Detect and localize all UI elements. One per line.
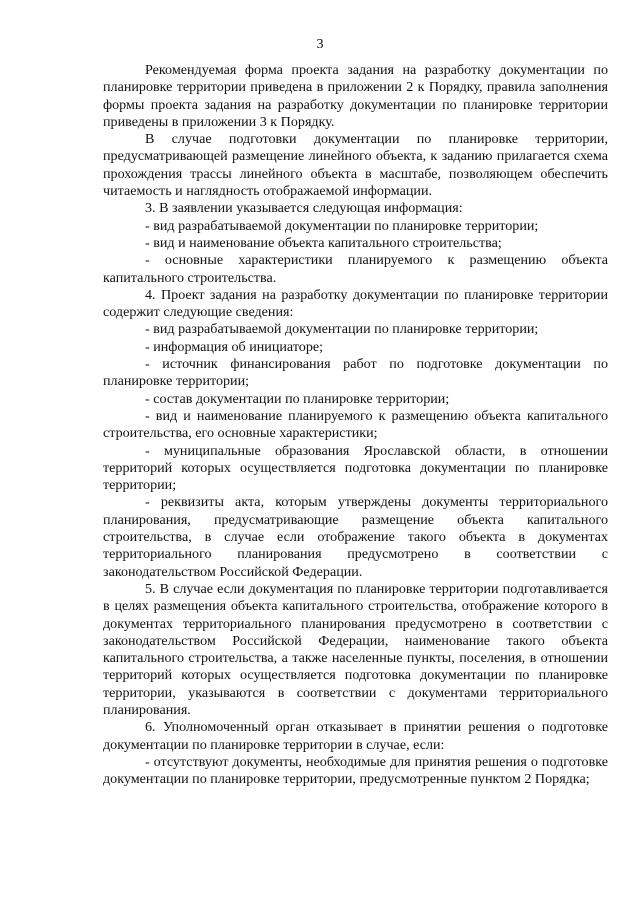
page-number: 3 [316, 36, 324, 52]
paragraph-linear-object-scheme: В случае подготовки документации по планировке территории, предусматривающей размещение линейного объекта, к заданию прилагается схема прохождения трассы линейного объекта в масштабе, позволяющем обеспечить читаемость и наглядность отображаемой информации. [103, 131, 608, 200]
list-item: - информация об инициаторе; [145, 338, 324, 355]
list-item: - реквизиты акта, которым утверждены документы территориального планирования, предусматривающие размещение объекта капитального строительства, в случае если отображение такого объекта в документах территориального планирования предусмотрено в соответствии с законодательством Российской Федерации. [103, 494, 608, 580]
list-item: - муниципальные образования Ярославской области, в отношении территорий которых осуществляется подготовка документации по планировке территории; [103, 442, 608, 494]
paragraph-item-6-heading: 6. Уполномоченный орган отказывает в принятии решения о подготовке документации по планировке территории в случае, если: [103, 719, 608, 753]
list-item: - вид и наименование планируемого к размещению объекта капитального строительства, его основные характеристики; [103, 407, 608, 442]
list-item: - состав документации по планировке территории; [145, 390, 450, 407]
paragraph-item-3-heading: 3. В заявлении указывается следующая информация: [145, 200, 463, 217]
paragraph-item-4-heading: 4. Проект задания на разработку документации по планировке территории содержит следующие сведения: [103, 286, 608, 321]
document-body [103, 62, 608, 788]
list-item: - источник финансирования работ по подготовке документации по планировке территории; [103, 356, 608, 390]
paragraph-form-recommendation: Рекомендуемая форма проекта задания на разработку документации по планировке территории приведена в приложении 2 к Порядку, правила заполнения формы проекта задания на разработку документации по планировке территории приведены в приложении 3 к Порядку. [103, 62, 608, 130]
list-item: - вид разрабатываемой документации по планировке территории; [145, 321, 539, 338]
list-item: - основные характеристики планируемого к размещению объекта капитального строительства. [103, 252, 608, 286]
list-item: - вид разрабатываемой документации по планировке территории; [145, 217, 539, 234]
list-item: - вид и наименование объекта капитального строительства; [145, 234, 502, 251]
list-item: - отсутствуют документы, необходимые для принятия решения о подготовке документации по планировке территории, предусмотренные пунктом 2 Порядка; [103, 753, 608, 788]
paragraph-item-5: 5. В случае если документация по планировке территории подготавливается в целях размещения объекта капитального строительства, отображение которого в документах территориального планирования предусмотрено в соответствии с законодательством Российской Федерации, наименование такого объекта капитального строительства, а также населенные пункты, поселения, в отношении территорий которых осуществляется подготовка документации по планировке территории, указываются в соответствии с документами территориального планирования. [103, 580, 608, 718]
